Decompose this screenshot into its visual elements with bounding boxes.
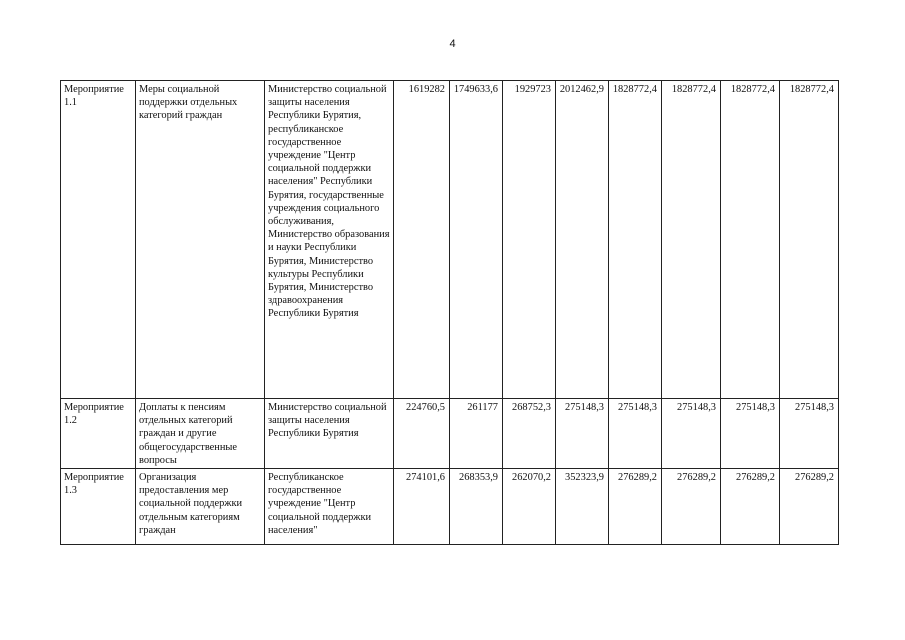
- activity-executor: Министерство социальной защиты населения Республики Бурятия, республиканское государственное учреждение "Центр социальной поддержки населения" Республики Бурятия, государственные учреждения социального обслуживания, Министерство образования и науки Республики Бурятия, Министерство культуры Республики Бурятия, Министерство здравоохранения Республики Бурятия: [265, 81, 394, 399]
- value-cell: 262070,2: [503, 469, 556, 545]
- activity-label: Мероприятие 1.2: [61, 399, 136, 469]
- value-cell: 1828772,4: [609, 81, 662, 399]
- value-cell: 275148,3: [609, 399, 662, 469]
- value-cell: 224760,5: [394, 399, 450, 469]
- value-cell: 268353,9: [450, 469, 503, 545]
- value-cell: 2012462,9: [556, 81, 609, 399]
- value-cell: 275148,3: [662, 399, 721, 469]
- value-cell: 1749633,6: [450, 81, 503, 399]
- value-cell: 275148,3: [556, 399, 609, 469]
- table-row: [61, 469, 839, 545]
- activity-label: Мероприятие 1.1: [61, 81, 136, 399]
- value-cell: 1619282: [394, 81, 450, 399]
- value-cell: 352323,9: [556, 469, 609, 545]
- activity-name: Организация предоставления мер социальной поддержки отдельным категориям граждан: [136, 469, 265, 545]
- program-table: [60, 80, 839, 545]
- value-cell: 1828772,4: [662, 81, 721, 399]
- page-number: 4: [449, 38, 456, 50]
- value-cell: 275148,3: [780, 399, 839, 469]
- activity-label: Мероприятие 1.3: [61, 469, 136, 545]
- value-cell: 276289,2: [721, 469, 780, 545]
- value-cell: 1828772,4: [780, 81, 839, 399]
- value-cell: 261177: [450, 399, 503, 469]
- activity-executor: Министерство социальной защиты населения Республики Бурятия: [265, 399, 394, 469]
- table-row: [61, 81, 839, 399]
- activity-name: Меры социальной поддержки отдельных категорий граждан: [136, 81, 265, 399]
- table-row: [61, 399, 839, 469]
- value-cell: 274101,6: [394, 469, 450, 545]
- activity-name: Доплаты к пенсиям отдельных категорий граждан и другие общегосударственные вопросы: [136, 399, 265, 469]
- value-cell: 1929723: [503, 81, 556, 399]
- value-cell: 275148,3: [721, 399, 780, 469]
- value-cell: 276289,2: [780, 469, 839, 545]
- value-cell: 276289,2: [662, 469, 721, 545]
- value-cell: 276289,2: [609, 469, 662, 545]
- value-cell: 268752,3: [503, 399, 556, 469]
- activity-executor: Республиканское государственное учреждение "Центр социальной поддержки населения": [265, 469, 394, 545]
- value-cell: 1828772,4: [721, 81, 780, 399]
